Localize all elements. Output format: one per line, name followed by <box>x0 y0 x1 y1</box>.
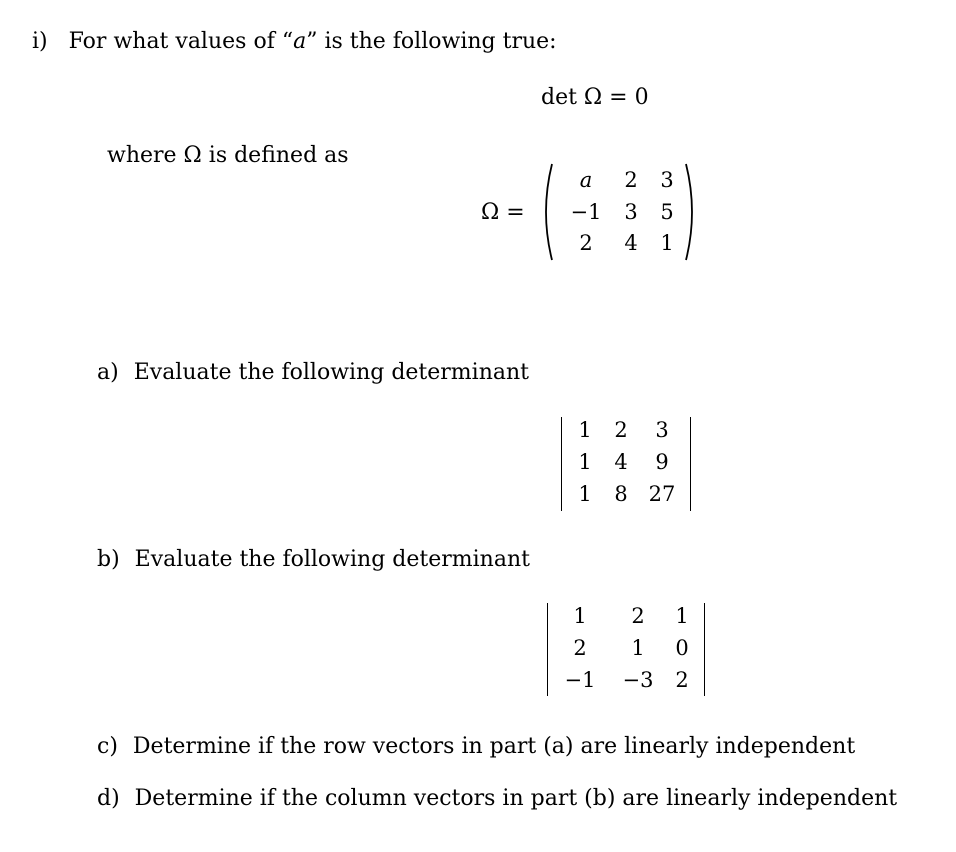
right-parenthesis <box>680 162 700 262</box>
matrix-cell: 1 <box>578 450 592 474</box>
matrix-cell: 1 <box>631 636 645 660</box>
omega-label: Ω = <box>481 200 525 225</box>
matrix-cell: 1 <box>660 231 674 255</box>
part-b-text: Evaluate the following determinant <box>134 547 530 572</box>
matrix-cell: 8 <box>614 482 628 506</box>
matrix-cell: 3 <box>660 168 674 192</box>
part-a-label: a) <box>97 360 119 385</box>
matrix-cell: a <box>579 168 593 192</box>
question-text-start: For what values of “ <box>68 29 294 54</box>
part-d-label: d) <box>97 786 120 811</box>
left-bar <box>547 603 548 696</box>
right-bar <box>690 417 691 511</box>
determinant-equation: det Ω = 0 <box>541 85 649 110</box>
matrix-cell: 3 <box>624 200 638 224</box>
matrix-cell: 2 <box>614 418 628 442</box>
part-b-heading <box>97 547 530 572</box>
matrix-cell: 27 <box>648 482 676 506</box>
part-c-label: c) <box>97 734 118 759</box>
question-number: i) <box>32 29 48 54</box>
part-b-label: b) <box>97 547 120 572</box>
matrix-cell: 2 <box>675 668 689 692</box>
matrix-cell: 0 <box>675 636 689 660</box>
matrix-cell: 2 <box>631 604 645 628</box>
matrix-cell: 1 <box>573 604 587 628</box>
matrix-cell: 5 <box>660 200 674 224</box>
matrix-cell: 9 <box>655 450 669 474</box>
left-bar <box>561 417 562 511</box>
matrix-cell: 1 <box>578 482 592 506</box>
right-bar <box>704 603 705 696</box>
matrix-cell: 2 <box>573 636 587 660</box>
part-d-text: Determine if the column vectors in part (b) are linearly independent <box>134 786 898 811</box>
left-parenthesis <box>538 162 558 262</box>
matrix-cell: 2 <box>624 168 638 192</box>
question-heading <box>32 29 557 54</box>
matrix-cell: 2 <box>579 231 593 255</box>
matrix-cell: −1 <box>564 668 596 692</box>
matrix-cell: 3 <box>655 418 669 442</box>
matrix-cell: 1 <box>675 604 689 628</box>
matrix-cell: 4 <box>614 450 628 474</box>
question-text-end: ” is the following true: <box>306 29 557 54</box>
part-a-text: Evaluate the following determinant <box>133 360 529 385</box>
part-d-heading <box>97 786 897 811</box>
part-a-heading <box>97 360 529 385</box>
part-c-text: Determine if the row vectors in part (a) are linearly independent <box>132 734 856 759</box>
question-variable: a <box>293 29 307 54</box>
matrix-cell: −1 <box>570 200 602 224</box>
part-c-heading <box>97 734 855 759</box>
matrix-cell: −3 <box>622 668 654 692</box>
matrix-cell: 4 <box>624 231 638 255</box>
where-text: where Ω is defined as <box>107 143 349 168</box>
matrix-cell: 1 <box>578 418 592 442</box>
